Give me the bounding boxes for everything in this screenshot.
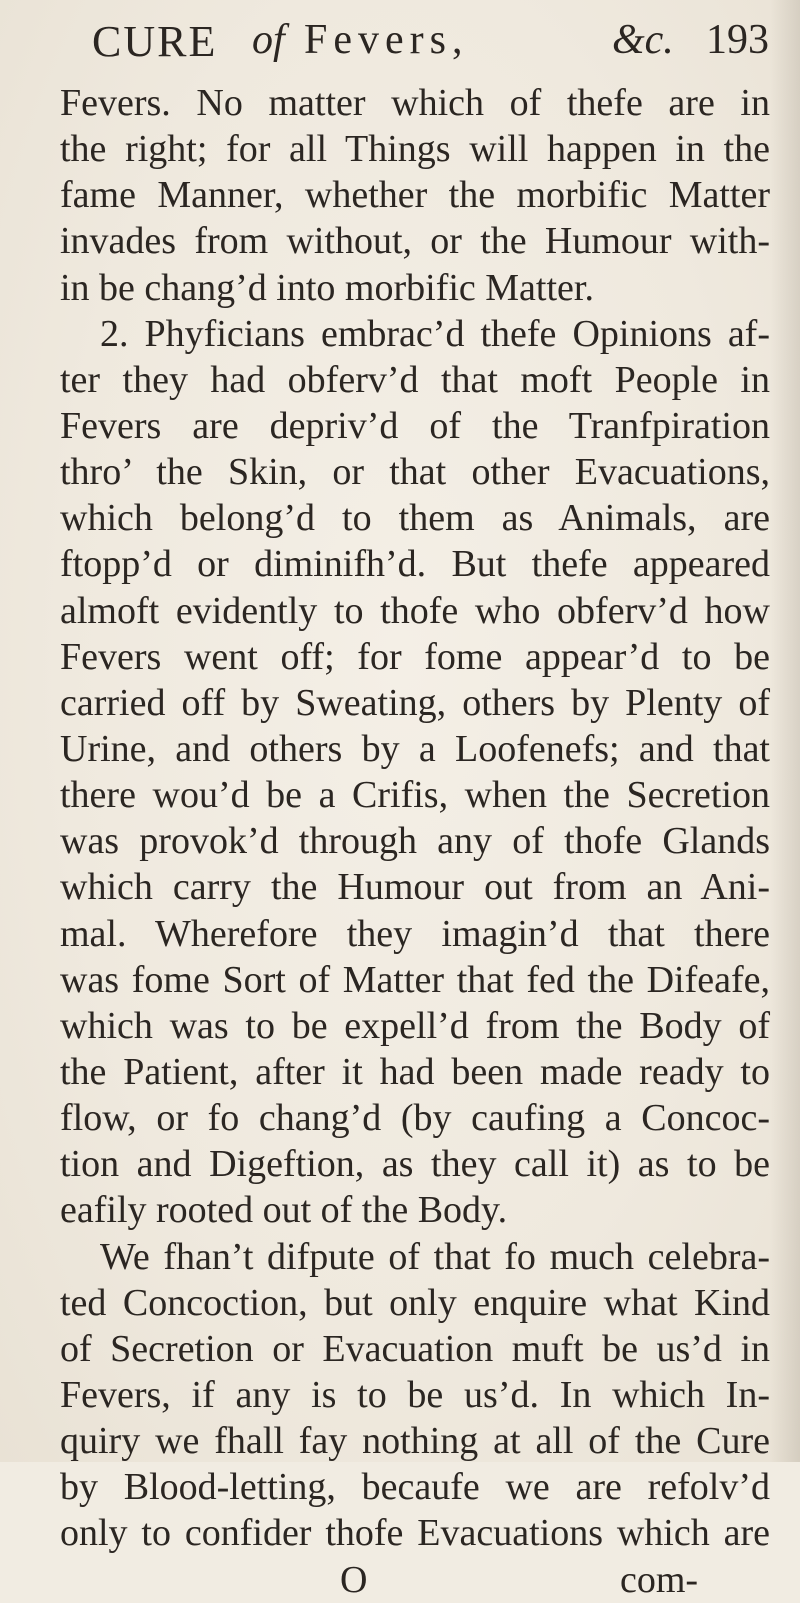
text-line: ftopp’d or diminifh’d. But thefe appeared (60, 543, 770, 586)
running-title-cure: CURE (92, 17, 218, 66)
running-header (92, 8, 772, 78)
text-line: tion and Digeftion, as they call it) as to be (60, 1143, 770, 1186)
text-line: of Secretion or Evacuation muft be us’d in (60, 1327, 770, 1370)
running-title-fevers: Fevers, (304, 17, 469, 63)
text-line: ted Concoction, but only enquire what Kind (60, 1281, 770, 1324)
paragraph-start-line: We fhan’t difpute of that fo much celebra- (100, 1235, 770, 1278)
body-text (60, 80, 770, 1603)
text-line: ter they had obferv’d that moft People in (60, 358, 770, 401)
page-number: 193 (706, 17, 769, 63)
text-line: which belong’d to them as Animals, are (60, 497, 770, 540)
text-line: carried off by Sweating, others by Plenty of (60, 681, 770, 724)
text-line: Fevers are depriv’d of the Tranfpiration (60, 404, 770, 447)
text-line: mal. Wherefore they imagin’d that there (60, 912, 770, 955)
page-edge-shadow (770, 0, 800, 1462)
text-line: was fome Sort of Matter that fed the Difeafe, (60, 958, 770, 1001)
signature-mark: O (340, 1558, 368, 1601)
text-line: there wou’d be a Crifis, when the Secretion (60, 774, 770, 817)
catchword: com- (620, 1558, 699, 1601)
text-line: Fevers went off; for fome appear’d to be (60, 635, 770, 678)
text-line: invades from without, or the Humour with- (60, 220, 770, 263)
text-line: in be chang’d into morbific Matter. (60, 266, 594, 309)
text-line: was provok’d through any of thofe Glands (60, 820, 770, 863)
text-line: Fevers. No matter which of thefe are in (60, 82, 770, 124)
text-line: the Patient, after it had been made ready to (60, 1050, 770, 1093)
text-line: which was to be expell’d from the Body of (60, 1004, 770, 1047)
paragraph-start-line: 2. Phyficians embrac’d thefe Opinions af- (100, 312, 770, 355)
text-line: which carry the Humour out from an Ani- (60, 866, 770, 909)
text-line: flow, or fo chang’d (by caufing a Concoc- (60, 1097, 770, 1140)
text-line: by Blood-letting, becaufe we are refolv’d (60, 1466, 770, 1509)
text-line: eafily rooted out of the Body. (60, 1189, 508, 1232)
text-line: quiry we fhall fay nothing at all of the Cure (60, 1420, 770, 1463)
catchword-line (60, 1557, 770, 1603)
text-line: only to confider thofe Evacuations which are (60, 1512, 770, 1555)
text-line: fame Manner, whether the morbific Matter (60, 174, 770, 217)
text-line: almoft evidently to thofe who obferv’d how (60, 589, 770, 632)
text-line: thro’ the Skin, or that other Evacuations, (60, 451, 770, 494)
running-title-of: of (252, 17, 285, 63)
text-line: the right; for all Things will happen in the (60, 128, 770, 171)
text-line: Urine, and others by a Loofenefs; and that (60, 727, 770, 770)
running-title-etc: &c. (612, 17, 674, 63)
text-line: Fevers, if any is to be us’d. In which In- (60, 1373, 770, 1416)
